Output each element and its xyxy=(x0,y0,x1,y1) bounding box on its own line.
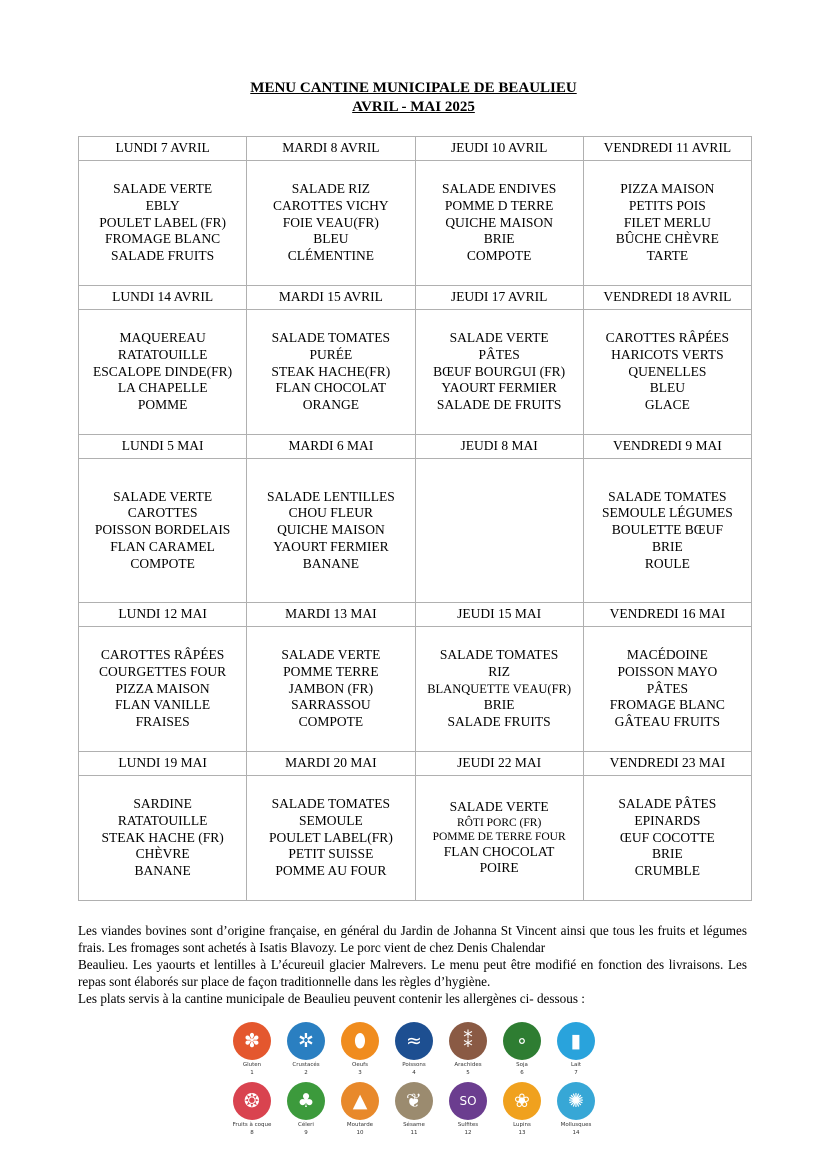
dish: SALADE DE FRUITS xyxy=(436,397,562,413)
day-menu-cell xyxy=(247,459,415,603)
dish: CHOU FLEUR xyxy=(288,505,374,521)
day-menu-cell xyxy=(79,161,247,286)
dish: POMME xyxy=(137,397,188,413)
dish: FILET MERLU xyxy=(623,214,711,230)
sesame-icon xyxy=(395,1082,433,1120)
lupin-icon xyxy=(503,1082,541,1120)
allergen-glyph: SO xyxy=(459,1094,477,1108)
dish: QUICHE MAISON xyxy=(445,214,553,230)
notes-allergens-intro: Les plats servis à la cantine municipale de Beaulieu peuvent contenir les allergènes ci- dessous : xyxy=(78,991,585,1006)
allergen-number: 10 xyxy=(356,1130,364,1136)
day-menu-cell xyxy=(247,161,415,286)
dish: POULET LABEL(FR) xyxy=(268,829,393,845)
dish: SALADE TOMATES xyxy=(608,488,727,504)
allergen-number: 6 xyxy=(520,1070,524,1076)
day-menu-cell xyxy=(415,161,583,286)
dish: SALADE VERTE xyxy=(113,181,213,196)
day-menu-cell xyxy=(583,161,751,286)
allergen-item xyxy=(280,1022,332,1076)
dish: FROMAGE BLANC xyxy=(609,697,725,713)
allergen-glyph: ♣ xyxy=(297,1090,315,1112)
allergen-glyph: ⬮ xyxy=(354,1030,366,1052)
week-header-row xyxy=(79,435,752,459)
dish: STEAK HACHE (FR) xyxy=(101,829,224,845)
day-menu-cell xyxy=(247,627,415,752)
day-header: JEUDI 15 MAI xyxy=(415,603,583,627)
day-menu-cell xyxy=(415,627,583,752)
dish: BŒUF BOURGUI (FR) xyxy=(433,363,566,379)
week-menu-row xyxy=(79,776,752,901)
notes-suppliers: Beaulieu. Les yaourts et lentilles à L’écureuil glacier Malrevers. Le menu peut être modifié en fonction des livraisons. Les repas sont élaborés sur place de façon traditionnelle dans les règles d’hygiène. xyxy=(78,957,747,989)
dish: FOIE VEAU(FR) xyxy=(282,214,379,230)
allergen-item xyxy=(496,1082,548,1136)
allergen-name: Mollusques xyxy=(560,1122,592,1128)
day-header: JEUDI 17 AVRIL xyxy=(415,286,583,310)
allergen-number: 5 xyxy=(466,1070,470,1076)
allergen-number: 12 xyxy=(464,1130,472,1136)
allergen-item xyxy=(442,1022,494,1076)
dish: PIZZA MAISON xyxy=(115,680,210,696)
dish: ORANGE xyxy=(302,397,359,413)
dish: BÛCHE CHÈVRE xyxy=(615,231,719,247)
peanut-icon xyxy=(449,1022,487,1060)
dish: CAROTTES RÂPÉES xyxy=(605,330,730,345)
allergen-number: 2 xyxy=(304,1070,308,1076)
dish: SALADE VERTE xyxy=(281,647,381,662)
allergen-name: Lupins xyxy=(513,1122,531,1128)
dish: POMME DE TERRE FOUR xyxy=(432,830,566,843)
allergen-name: Soja xyxy=(516,1062,528,1068)
dish: ESCALOPE DINDE(FR) xyxy=(93,363,233,379)
dish: SARDINE xyxy=(133,796,192,811)
dish: SALADE FRUITS xyxy=(447,714,551,730)
allergen-item xyxy=(550,1022,602,1076)
dish: YAOURT FERMIER xyxy=(273,538,389,554)
day-menu-cell xyxy=(79,459,247,603)
dish: STEAK HACHE(FR) xyxy=(271,363,391,379)
allergen-name: Oeufs xyxy=(351,1062,368,1068)
allergen-item xyxy=(226,1082,278,1136)
egg-icon xyxy=(341,1022,379,1060)
dish: BRIE xyxy=(651,538,683,554)
day-header: VENDREDI 18 AVRIL xyxy=(583,286,751,310)
day-header: LUNDI 7 AVRIL xyxy=(79,137,247,161)
sulphite-icon xyxy=(449,1082,487,1120)
day-header: LUNDI 14 AVRIL xyxy=(79,286,247,310)
week-menu-row xyxy=(79,310,752,435)
dish: RÔTI PORC (FR) xyxy=(456,816,542,829)
allergen-name: Sésame xyxy=(403,1122,425,1128)
week-menu-row xyxy=(79,627,752,752)
dish: POMME TERRE xyxy=(283,663,379,679)
dish: PETITS POIS xyxy=(628,197,706,213)
allergen-number: 13 xyxy=(518,1130,526,1136)
dish: PIZZA MAISON xyxy=(620,181,715,196)
week-menu-row xyxy=(79,459,752,603)
dish: RIZ xyxy=(488,663,510,679)
dish: TARTE xyxy=(646,248,689,264)
dish: PETIT SUISSE xyxy=(288,846,374,862)
dish: POIRE xyxy=(479,860,519,876)
dish: FLAN VANILLE xyxy=(115,697,211,713)
dish: SALADE LENTILLES xyxy=(266,488,395,504)
week-header-row xyxy=(79,603,752,627)
week-header-row xyxy=(79,752,752,776)
milk-icon xyxy=(557,1022,595,1060)
day-header: VENDREDI 11 AVRIL xyxy=(583,137,751,161)
dish: EBLY xyxy=(145,197,180,213)
dish: SALADE VERTE xyxy=(449,798,549,814)
dish: POULET LABEL (FR) xyxy=(99,214,226,230)
day-header: LUNDI 12 MAI xyxy=(79,603,247,627)
dish: POISSON MAYO xyxy=(617,663,718,679)
dish: PURÉE xyxy=(309,346,353,362)
fish-icon xyxy=(395,1022,433,1060)
allergen-item xyxy=(226,1022,278,1076)
mollusc-icon xyxy=(557,1082,595,1120)
week-menu-row xyxy=(79,161,752,286)
dish: RATATOUILLE xyxy=(117,346,208,362)
dish: SALADE PÂTES xyxy=(618,796,717,811)
allergen-item xyxy=(280,1082,332,1136)
allergen-name: Crustacés xyxy=(292,1062,320,1068)
allergen-glyph: ▮ xyxy=(570,1030,582,1052)
dish: POMME D TERRE xyxy=(444,197,554,213)
day-header: VENDREDI 9 MAI xyxy=(583,435,751,459)
dish: HARICOTS VERTS xyxy=(611,346,724,362)
dish: COMPOTE xyxy=(298,714,364,730)
dish: MAQUEREAU xyxy=(119,330,206,345)
dish: BRIE xyxy=(483,697,515,713)
allergen-name: Moutarde xyxy=(346,1122,374,1128)
dish: CHÈVRE xyxy=(135,846,190,862)
allergen-name: Sulfites xyxy=(457,1122,479,1128)
dish: CAROTTES VICHY xyxy=(273,197,389,213)
wheat-icon xyxy=(233,1022,271,1060)
dish: CAROTTES xyxy=(127,505,198,521)
dish: ROULE xyxy=(644,555,690,571)
dish: JAMBON (FR) xyxy=(288,680,374,696)
allergen-number: 7 xyxy=(574,1070,578,1076)
dish: POISSON BORDELAIS xyxy=(94,522,231,538)
dish: BRIE xyxy=(483,231,515,247)
allergen-name: Lait xyxy=(570,1062,582,1068)
allergen-number: 8 xyxy=(250,1130,254,1136)
allergen-glyph: ✺ xyxy=(568,1090,584,1112)
day-header: MARDI 20 MAI xyxy=(247,752,415,776)
celery-icon xyxy=(287,1082,325,1120)
soy-icon xyxy=(503,1022,541,1060)
dish: FROMAGE BLANC xyxy=(105,231,221,247)
allergen-name: Fruits à coque xyxy=(232,1122,272,1128)
allergen-glyph: ✲ xyxy=(298,1030,314,1052)
dish: PÂTES xyxy=(478,346,520,362)
allergen-name: Céleri xyxy=(298,1122,314,1128)
day-menu-cell xyxy=(583,310,751,435)
dish: FRAISES xyxy=(135,714,190,730)
day-header: JEUDI 10 AVRIL xyxy=(415,137,583,161)
dish: PÂTES xyxy=(646,680,688,696)
dish: COMPOTE xyxy=(466,248,532,264)
day-menu-cell xyxy=(583,776,751,901)
allergen-number: 9 xyxy=(304,1130,308,1136)
dish: POMME AU FOUR xyxy=(275,863,387,879)
notes xyxy=(78,922,747,1007)
day-header: LUNDI 19 MAI xyxy=(79,752,247,776)
dish: YAOURT FERMIER xyxy=(441,380,557,396)
allergen-number: 14 xyxy=(572,1130,580,1136)
allergen-glyph: ⁑ xyxy=(463,1030,473,1052)
day-header: VENDREDI 23 MAI xyxy=(583,752,751,776)
day-header: LUNDI 5 MAI xyxy=(79,435,247,459)
day-menu-cell xyxy=(583,627,751,752)
allergen-name: Arachides xyxy=(454,1062,482,1068)
day-menu-cell xyxy=(79,627,247,752)
dish: FLAN CHOCOLAT xyxy=(275,380,387,396)
dish: GÂTEAU FRUITS xyxy=(614,714,721,730)
week-header-row xyxy=(79,286,752,310)
dish: BLEU xyxy=(313,231,349,247)
allergen-item xyxy=(334,1022,386,1076)
allergen-name: Poissons xyxy=(402,1062,426,1068)
allergen-glyph: ≈ xyxy=(406,1030,422,1052)
menu-table xyxy=(78,136,752,901)
day-menu-cell xyxy=(247,310,415,435)
nut-icon xyxy=(233,1082,271,1120)
dish: BLEU xyxy=(649,380,685,396)
dish: SALADE TOMATES xyxy=(439,647,559,662)
dish: SALADE TOMATES xyxy=(271,330,391,345)
week-header-row xyxy=(79,137,752,161)
dish: SEMOULE xyxy=(299,812,363,828)
allergen-glyph: ❂ xyxy=(244,1090,260,1112)
day-menu-cell xyxy=(415,776,583,901)
allergen-number: 1 xyxy=(250,1070,254,1076)
dish: GLACE xyxy=(644,397,690,413)
dish: QUICHE MAISON xyxy=(277,522,385,538)
dish: MACÉDOINE xyxy=(626,647,708,662)
dish: BOULETTE BŒUF xyxy=(611,522,724,538)
dish: SALADE ENDIVES xyxy=(441,181,557,196)
day-header: JEUDI 8 MAI xyxy=(415,435,583,459)
dish: SALADE VERTE xyxy=(113,488,213,504)
dish: FLAN CARAMEL xyxy=(110,538,215,554)
menu-title: MENU CANTINE MUNICIPALE DE BEAULIEU xyxy=(250,80,577,96)
dish: SALADE VERTE xyxy=(449,330,549,345)
dish: BANANE xyxy=(134,863,191,879)
dish: SALADE FRUITS xyxy=(111,248,215,264)
allergen-item xyxy=(334,1082,386,1136)
allergen-glyph: ❀ xyxy=(514,1090,530,1112)
menu-period: AVRIL - MAI 2025 xyxy=(352,99,475,115)
day-menu-cell xyxy=(415,459,583,603)
dish: EPINARDS xyxy=(634,812,701,828)
day-menu-cell xyxy=(79,310,247,435)
allergen-glyph: ∘ xyxy=(516,1030,528,1052)
dish: SARRASSOU xyxy=(291,697,371,713)
dish: CAROTTES RÂPÉES xyxy=(100,647,225,662)
mustard-icon xyxy=(341,1082,379,1120)
day-menu-cell xyxy=(583,459,751,603)
dish: SALADE TOMATES xyxy=(271,796,391,811)
allergen-number: 4 xyxy=(412,1070,416,1076)
dish: SALADE RIZ xyxy=(291,181,371,196)
allergen-item xyxy=(442,1082,494,1136)
dish: RATATOUILLE xyxy=(117,812,208,828)
day-header: MARDI 13 MAI xyxy=(247,603,415,627)
dish: CRUMBLE xyxy=(634,863,700,879)
allergen-glyph: ✽ xyxy=(244,1030,260,1052)
dish: QUENELLES xyxy=(628,363,707,379)
dish: BANANE xyxy=(302,555,359,571)
dish: BRIE xyxy=(651,846,683,862)
allergen-name: Gluten xyxy=(242,1062,262,1068)
dish: CLÉMENTINE xyxy=(287,248,374,264)
dish: SEMOULE LÉGUMES xyxy=(601,505,733,521)
allergen-glyph: ❦ xyxy=(406,1090,422,1112)
crab-icon xyxy=(287,1022,325,1060)
allergen-number: 3 xyxy=(358,1070,362,1076)
day-menu-cell xyxy=(247,776,415,901)
day-header: MARDI 8 AVRIL xyxy=(247,137,415,161)
allergen-item xyxy=(550,1082,602,1136)
dish: FLAN CHOCOLAT xyxy=(443,843,555,859)
day-header: VENDREDI 16 MAI xyxy=(583,603,751,627)
allergen-item xyxy=(388,1082,440,1136)
day-header: JEUDI 22 MAI xyxy=(415,752,583,776)
day-menu-cell xyxy=(79,776,247,901)
notes-sources: Les viandes bovines sont d’origine française, en général du Jardin de Johanna St Vincent ainsi que tous les fruits et légumes frais. Les fromages sont achetés à Isatis Blavozy. Le porc vient de chez Denis Chalendar xyxy=(78,923,747,955)
dish: COMPOTE xyxy=(130,555,195,571)
allergen-chart xyxy=(226,1022,602,1138)
dish: COURGETTES FOUR xyxy=(99,663,227,679)
allergen-glyph: ▲ xyxy=(352,1090,368,1112)
dish: BLANQUETTE VEAU(FR) xyxy=(427,681,572,696)
allergen-number: 11 xyxy=(410,1130,418,1136)
dish: ŒUF COCOTTE xyxy=(619,829,715,845)
allergen-item xyxy=(496,1022,548,1076)
day-header: MARDI 6 MAI xyxy=(247,435,415,459)
day-header: MARDI 15 AVRIL xyxy=(247,286,415,310)
day-menu-cell xyxy=(415,310,583,435)
allergen-item xyxy=(388,1022,440,1076)
dish: LA CHAPELLE xyxy=(117,380,208,396)
